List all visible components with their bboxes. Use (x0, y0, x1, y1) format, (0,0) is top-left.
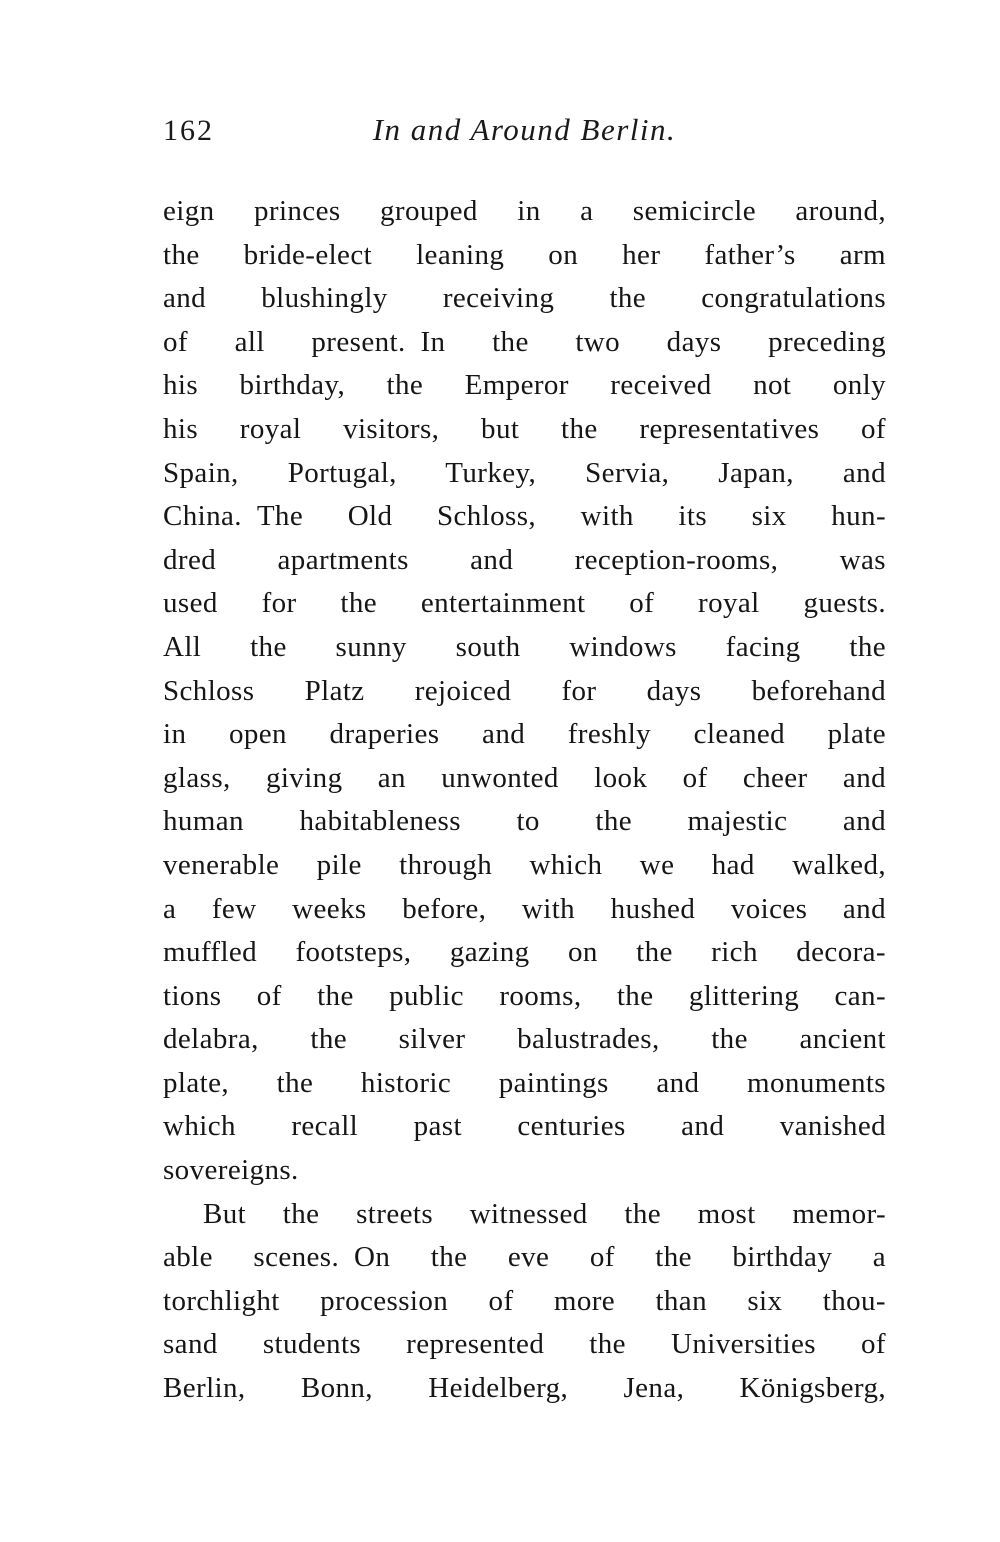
text-line: tions of the public rooms, the glittering can- (163, 979, 886, 1012)
text-line: venerable pile through which we had walked, (163, 848, 886, 881)
text-line: and blushingly receiving the congratulations (163, 282, 886, 315)
text-line: sovereigns. (163, 1154, 299, 1187)
page-body (163, 190, 886, 1411)
text-line: able scenes. On the eve of the birthday a (163, 1241, 886, 1274)
text-line: dred apartments and reception-rooms, was (163, 543, 886, 576)
text-line: Schloss Platz rejoiced for days beforehand (163, 674, 886, 707)
text-line: his birthday, the Emperor received not only (163, 369, 886, 402)
text-line: Spain, Portugal, Turkey, Servia, Japan, and (163, 456, 886, 489)
running-title: In and Around Berlin. (372, 112, 677, 147)
text-line: eign princes grouped in a semicircle around, (163, 195, 886, 227)
text-line: his royal visitors, but the representatives of (163, 412, 886, 445)
text-line: All the sunny south windows facing the (163, 630, 886, 663)
text-line: human habitableness to the majestic and (163, 805, 886, 838)
text-line: muffled footsteps, gazing on the rich decora- (163, 936, 886, 969)
text-line: a few weeks before, with hushed voices and (163, 892, 886, 925)
text-line: glass, giving an unwonted look of cheer and (163, 761, 886, 794)
text-line: But the streets witnessed the most memor- (203, 1197, 886, 1230)
text-line: plate, the historic paintings and monuments (163, 1066, 886, 1099)
page-number: 162 (163, 114, 214, 147)
text-line: used for the entertainment of royal guests. (163, 587, 886, 620)
text-line: in open draperies and freshly cleaned plate (163, 718, 886, 751)
text-line: of all present. In the two days preceding (163, 325, 886, 358)
page-header (163, 112, 886, 156)
text-line: torchlight procession of more than six thou- (163, 1284, 886, 1317)
text-line: the bride-elect leaning on her father’s arm (163, 238, 886, 271)
text-line: Berlin, Bonn, Heidelberg, Jena, Königsberg, (163, 1372, 886, 1405)
text-line: China. The Old Schloss, with its six hun- (163, 500, 886, 533)
text-line: which recall past centuries and vanished (163, 1110, 886, 1143)
text-line: delabra, the silver balustrades, the ancient (163, 1023, 886, 1056)
text-line: sand students represented the Universities of (163, 1328, 886, 1361)
